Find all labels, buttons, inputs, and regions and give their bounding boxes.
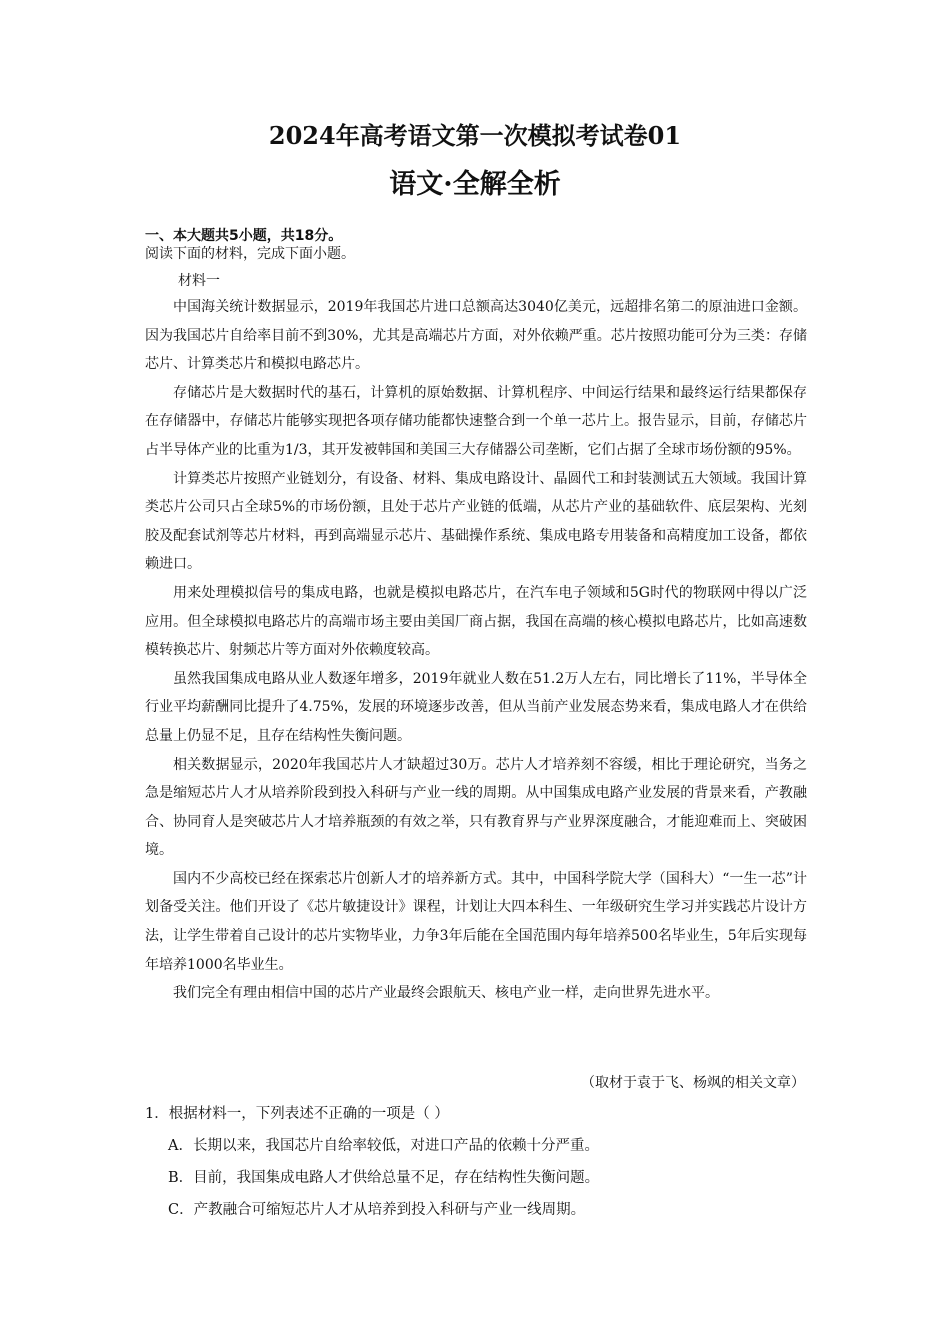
option-a: A．长期以来，我国芯片自给率较低，对进口产品的依赖十分严重。 — [168, 1138, 599, 1154]
exam-title: 2024年高考语文第一次模拟考试卷01 — [268, 121, 682, 150]
material-paragraph: 中国海关统计数据显示，2019年我国芯片进口总额高达3040亿美元，远超排名第二的原油进口金额。因为我国芯片自给率目前不到30%，尤其是高端芯片方面，对外依赖严重。芯片按照功能可分为三类：存储芯片、计算类芯片和模拟电路芯片。 — [145, 299, 807, 373]
material-label: 材料一 — [178, 273, 220, 289]
option-b: B．目前，我国集成电路人才供给总量不足，存在结构性失衡问题。 — [168, 1170, 600, 1186]
material-body — [145, 293, 807, 1008]
material-paragraph: 存储芯片是大数据时代的基石，计算机的原始数据、计算机程序、中间运行结果和最终运行结果都保存在存储器中，存储芯片能够实现把各项存储功能都快速整合到一个单一芯片上。报告显示，目前，存储芯片占半导体产业的比重为1/3，其开发被韩国和美国三大存储器公司垄断，它们占据了全球市场份额的95%。 — [145, 384, 807, 458]
section-instruction: 阅读下面的材料，完成下面小题。 — [145, 246, 355, 262]
material-paragraph: 我们完全有理由相信中国的芯片产业最终会跟航天、核电产业一样，走向世界先进水平。 — [173, 985, 719, 1002]
question-stem: 1．根据材料一，下列表述不正确的一项是（ ） — [145, 1106, 449, 1122]
section-heading: 一、本大题共5小题，共18分。 — [145, 228, 343, 244]
material-paragraph: 国内不少高校已经在探索芯片创新人才的培养新方式。其中，中国科学院大学（国科大）“一生一芯”计划备受关注。他们开设了《芯片敏捷设计》课程，计划让大四本科生、一年级研究生学习并实践芯片设计方法，让学生带着自己设计的芯片实物毕业，力争3年后能在全国范围内每年培养500名毕业生，5年后实现每年培养1000名毕业生。 — [145, 870, 807, 973]
material-source: （取材于袁于飞、杨飒的相关文章） — [581, 1075, 805, 1091]
material-paragraph: 虽然我国集成电路从业人数逐年增多，2019年就业人数在51.2万人左右，同比增长了11%，半导体全行业平均薪酬同比提升了4.75%，发展的环境逐步改善，但从当前产业发展态势来看，集成电路人才在供给总量上仍显不足，且存在结构性失衡问题。 — [145, 670, 807, 744]
material-paragraph: 相关数据显示，2020年我国芯片人才缺超过30万。芯片人才培养刻不容缓，相比于理论研究，当务之急是缩短芯片人才从培养阶段到投入科研与产业一线的周期。从中国集成电路产业发展的背景来看，产教融合、协同育人是突破芯片人才培养瓶颈的有效之举，只有教育界与产业界深度融合，才能迎难而上、突破困境。 — [145, 756, 807, 859]
material-paragraph: 用来处理模拟信号的集成电路，也就是模拟电路芯片，在汽车电子领域和5G时代的物联网中得以广泛应用。但全球模拟电路芯片的高端市场主要由美国厂商占据，我国在高端的核心模拟电路芯片，比如高速数模转换芯片、射频芯片等方面对外依赖度较高。 — [145, 584, 807, 659]
question-1 — [145, 1102, 807, 1230]
exam-subtitle: 语文·全解全析 — [389, 169, 561, 200]
material-paragraph: 计算类芯片按照产业链划分，有设备、材料、集成电路设计、晶圆代工和封装测试五大领域。我国计算类芯片公司只占全球5%的市场份额，且处于芯片产业链的低端，从芯片产业的基础软件、底层架构、光刻胶及配套试剂等芯片材料，再到高端显示芯片、基础操作系统、集成电路专用装备和高精度加工设备，都依赖进口。 — [145, 470, 807, 573]
option-c: C．产教融合可缩短芯片人才从培养到投入科研与产业一线周期。 — [168, 1202, 586, 1218]
